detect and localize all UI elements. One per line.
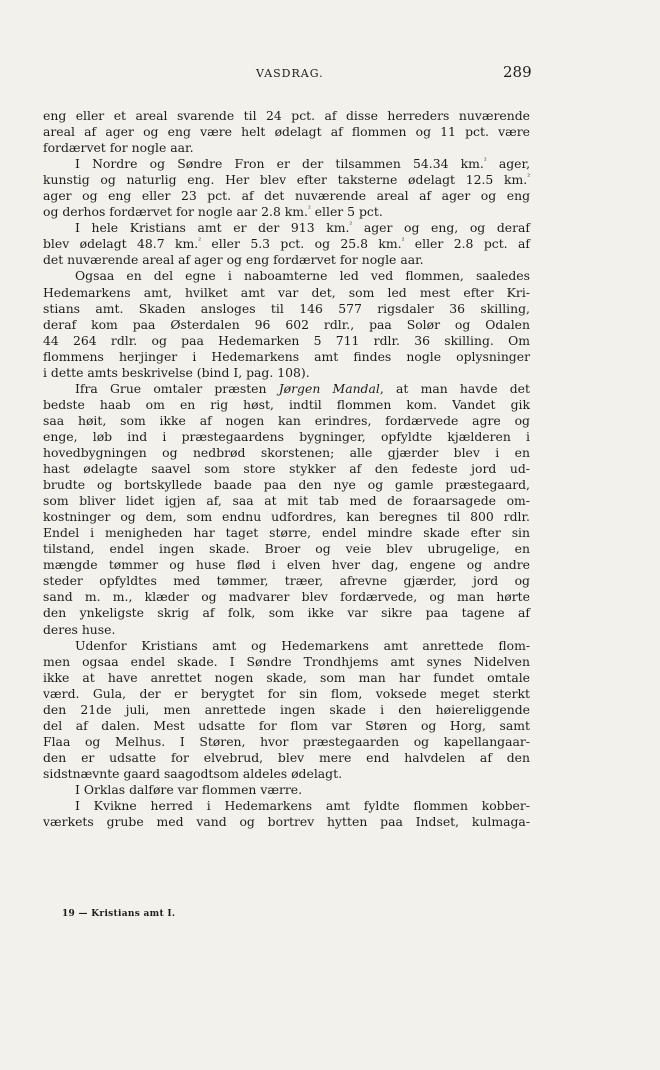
text-line: sand m. m., klæder og madvarer blev fordærvede, og man hørte [43, 589, 530, 605]
text-line: ikke at have anrettet nogen skade, som man har fundet omtale [43, 669, 530, 685]
text-line: bedste haab om en rig høst, indtil flommen kom. Vandet gik [43, 396, 530, 412]
text-line: I hele Kristians amt er der 913 km.$^{^2}$ ager og eng, og deraf [75, 220, 530, 236]
text-line: Ogsaa en del egne i naboamterne led ved flommen, saaledes [75, 268, 530, 284]
text-line: og derhos fordærvet for nogle aar 2.8 km.$^{^2}$ eller 5 pct. [43, 204, 383, 220]
text-line: Hedemarkens amt, hvilket amt var det, som led mest efter Kri- [43, 284, 530, 300]
text-line: areal af ager og eng være helt ødelagt af flommen og 11 pct. være [43, 124, 530, 140]
text-line: Flaa og Melhus. I Støren, hvor præstegaarden og kapellangaar- [43, 733, 530, 749]
text-line: men ogsaa endel skade. I Søndre Trondhjems amt synes Nidelven [43, 653, 530, 669]
text-line: som bliver lidet igjen af, saa at mit tab med de foraarsagede om- [43, 493, 530, 509]
running-title: VASDRAG. [256, 67, 324, 80]
text-line: kostninger og dem, som endnu udfordres, kan beregnes til 800 rdlr. [43, 509, 530, 525]
text-line: ager og eng eller 23 pct. af det nuværende areal af ager og eng [43, 188, 530, 204]
text-line: I Nordre og Søndre Fron er der tilsammen 54.34 km.$^{^2}$ ager, [75, 156, 531, 172]
text-line: værkets grube med vand og bortrev hytten paa Indset, kulmaga- [43, 814, 530, 830]
text-line: saa høit, som ikke af nogen kan erindres, fordærvede agre og [43, 412, 530, 428]
text-line: eng eller et areal svarende til 24 pct. af disse herreders nuværende [43, 108, 530, 123]
text-line: Ifra Grue omtaler præsten Jørgen Mandal, at man havde det [75, 380, 530, 396]
text-line: Endel i menigheden har taget større, endel mindre skade efter sin [43, 525, 530, 541]
text-line: I Kvikne herred i Hedemarkens amt fyldte flommen kobber- [75, 798, 530, 814]
text-line: det nuværende areal af ager og eng fordærvet for nogle aar. [43, 252, 424, 268]
text-line: kunstig og naturlig eng. Her blev efter taksterne ødelagt 12.5 km.$^{^2}$ [43, 172, 530, 188]
text-line: enge, løb ind i præstegaardens bygninger, opfyldte kjælderen i [43, 428, 530, 444]
text-line: den 21de juli, men anrettede ingen skade i den høiereliggende [43, 701, 530, 717]
text-line: del af dalen. Mest udsatte for flom var Støren og Horg, samt [43, 717, 530, 733]
text-line: I Orklas dalføre var flommen værre. [75, 781, 303, 797]
sheet-signature: 19 — Kristians amt I. [62, 909, 176, 919]
text-line: værd. Gula, der er berygtet for sin flom, voksede meget sterkt [43, 685, 530, 701]
text-line: Udenfor Kristians amt og Hedemarkens amt anrettede flom- [75, 637, 530, 653]
text-line: flommens herjinger i Hedemarkens amt findes nogle oplysninger [43, 348, 530, 364]
text-line: fordærvet for nogle aar. [43, 140, 194, 156]
text-line: sidstnævnte gaard saagodtsom aldeles ødelagt. [43, 765, 343, 781]
text-line: 44 264 rdlr. og paa Hedemarken 5 711 rdlr. 36 skilling. Om [43, 332, 530, 348]
text-line: hast ødelagte saavel som store stykker af den fedeste jord ud- [43, 461, 530, 477]
text-line: den ynkeligste skrig af folk, som ikke var sikre paa tagene af [43, 605, 530, 621]
text-line: blev ødelagt 48.7 km.$^{^2}$ eller 5.3 pct. og 25.8 km.$^{^2}$ eller 2.8 pct. af [43, 236, 530, 252]
text-line: tilstand, endel ingen skade. Broer og veie blev ubrugelige, en [43, 541, 530, 557]
text-line: deres huse. [43, 621, 116, 637]
text-line: steder opfyldtes med tømmer, træer, afrevne gjærder, jord og [43, 573, 530, 589]
text-line: den er udsatte for elvebrud, blev mere end halvdelen af den [43, 749, 530, 765]
text-line: hovedbygningen og nedbrød skorstenen; alle gjærder blev i en [43, 444, 530, 460]
text-line: brudte og bortskyllede baade paa den nye og gamle præstegaard, [43, 477, 530, 493]
body-text [43, 108, 530, 830]
text-line: deraf kom paa Østerdalen 96 602 rdlr., paa Solør og Odalen [43, 316, 530, 332]
page-number: 289 [503, 63, 532, 81]
text-line: i dette amts beskrivelse (bind I, pag. 108). [43, 364, 310, 380]
text-line: stians amt. Skaden ansloges til 146 577 rigsdaler 36 skilling, [43, 300, 530, 316]
text-line: mængde tømmer og huse flød i elven hver dag, engene og andre [43, 557, 530, 573]
